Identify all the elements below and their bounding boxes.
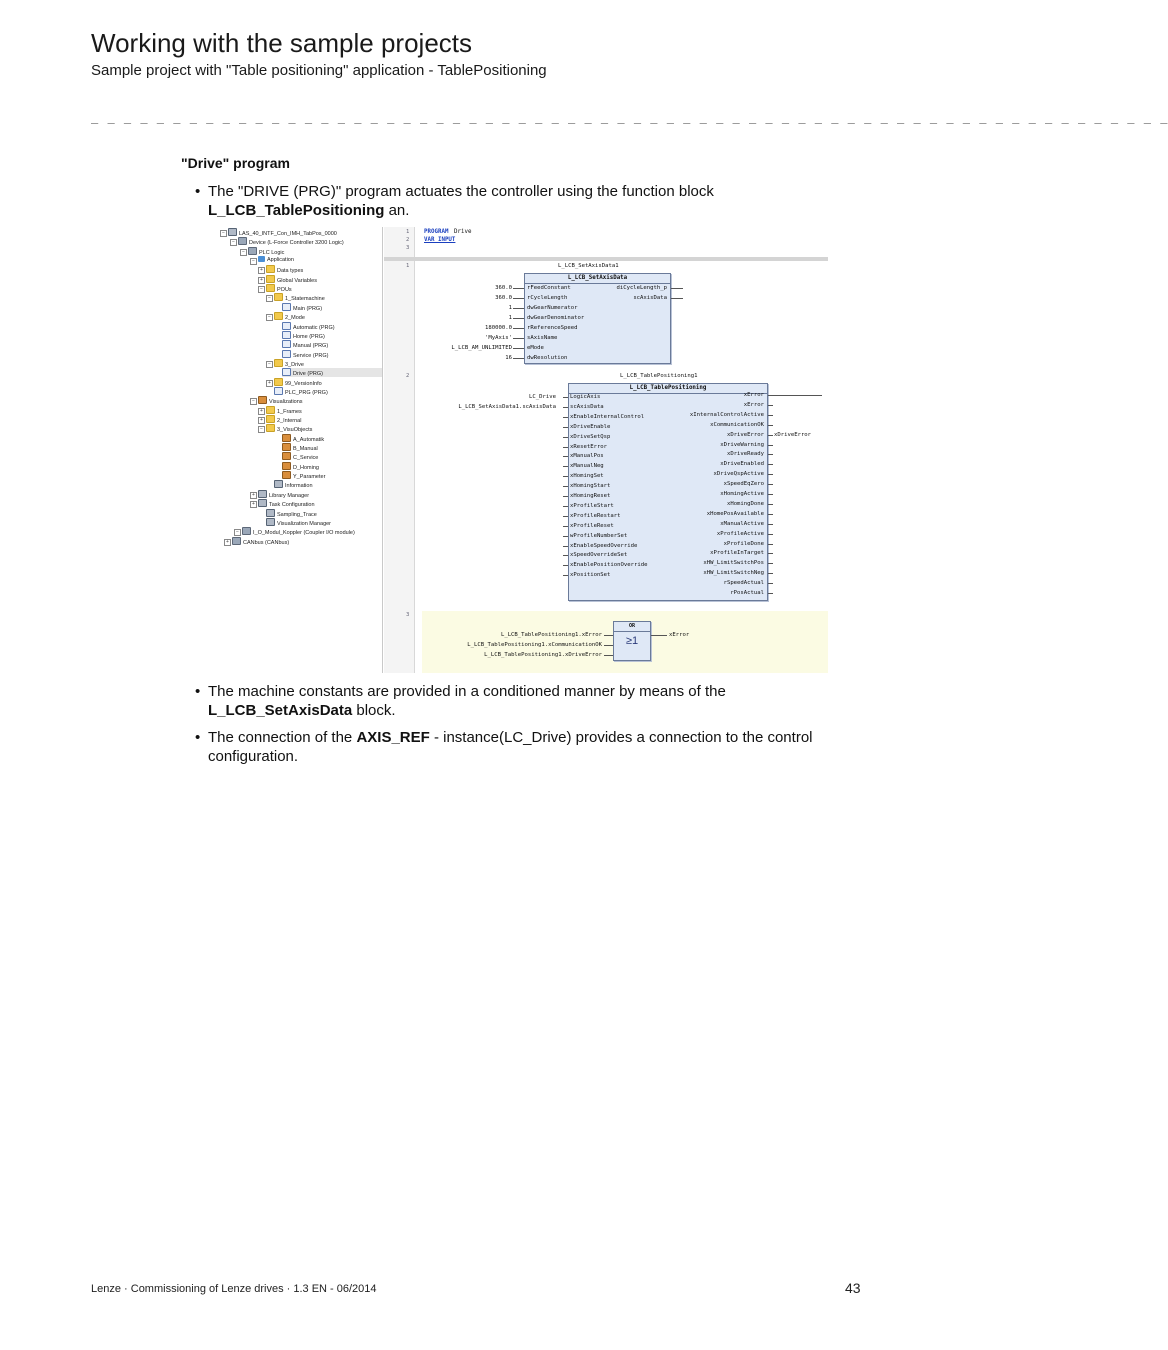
tree-item[interactable] bbox=[274, 293, 325, 302]
tree-item[interactable] bbox=[282, 303, 322, 312]
visualization-icon bbox=[282, 434, 291, 442]
tree-expander-icon[interactable]: − bbox=[234, 529, 241, 536]
or-input-variable[interactable]: L_LCB_TablePositioning1.xCommunicationOK bbox=[467, 642, 602, 648]
wire bbox=[563, 486, 568, 487]
tablepos-input-pin: xHomingStart bbox=[570, 483, 611, 490]
tree-expander-icon[interactable]: − bbox=[220, 230, 227, 237]
cfc-editor bbox=[384, 227, 828, 673]
tree-item[interactable] bbox=[282, 322, 335, 331]
setaxis-input-pin: eMode bbox=[527, 345, 544, 351]
tree-item-label: Information bbox=[285, 483, 313, 490]
pou-icon bbox=[282, 303, 291, 311]
editor-splitter[interactable] bbox=[384, 257, 828, 261]
tablepos-output-pin: xProfileDone bbox=[723, 540, 764, 547]
or-input-variable[interactable]: L_LCB_TablePositioning1.xDriveError bbox=[484, 652, 602, 658]
setaxis-input-pin: dwResolution bbox=[527, 355, 568, 361]
tablepos-input-pin: xEnableSpeedOverride bbox=[570, 542, 638, 549]
tablepos-output-pin: xDriveError bbox=[726, 431, 764, 438]
wire bbox=[563, 397, 568, 398]
tablepos-input-pin: xDriveEnable bbox=[570, 423, 611, 430]
tablepos-output-pin: xCommunicationOK bbox=[710, 421, 764, 428]
tree-item-label: Data types bbox=[277, 268, 304, 275]
tablepos-output-pin: xHW_LimitSwitchPos bbox=[703, 560, 764, 567]
tree-item-label: 3_Drive bbox=[285, 361, 304, 368]
tablepos-output-pin: xProfileInTarget bbox=[710, 550, 764, 557]
tablepos-input-pin: xDriveSetQsp bbox=[570, 433, 611, 440]
wire bbox=[563, 427, 568, 428]
tree-item-label: Sampling_Trace bbox=[277, 511, 317, 518]
wire bbox=[563, 506, 568, 507]
tablepos-output-pin: xError bbox=[743, 401, 764, 408]
tree-item-label: B_Manual bbox=[293, 446, 318, 453]
tree-item[interactable] bbox=[258, 490, 309, 499]
tree-item-label: Main (PRG) bbox=[293, 305, 323, 312]
tablepos-input-pin: xHomingReset bbox=[570, 493, 611, 499]
network-number: 3 bbox=[406, 612, 410, 618]
tablepos-instance-name: L_LCB_TablePositioning1 bbox=[620, 373, 698, 379]
object-icon bbox=[258, 490, 267, 498]
wire bbox=[768, 534, 773, 535]
tree-item-label: PLC_PRG (PRG) bbox=[285, 389, 328, 396]
bullet-2 bbox=[195, 682, 835, 720]
tree-item[interactable] bbox=[266, 509, 317, 518]
wire bbox=[768, 484, 773, 485]
folder-icon bbox=[274, 293, 283, 301]
folder-icon bbox=[274, 378, 283, 386]
tablepos-output-pin: xHomingActive bbox=[720, 491, 764, 497]
setaxis-input-pin: rReferenceSpeed bbox=[527, 325, 578, 331]
keyword-program: PROGRAM bbox=[424, 229, 449, 235]
tree-item[interactable] bbox=[274, 378, 322, 387]
program-name: Drive bbox=[454, 229, 472, 235]
folder-icon bbox=[266, 275, 275, 283]
setaxis-input-pin: sAxisName bbox=[527, 335, 558, 341]
wire bbox=[563, 536, 568, 537]
setaxis-input-pin: dwGearDenominator bbox=[527, 315, 585, 321]
tree-item[interactable] bbox=[282, 331, 325, 340]
network-number: 1 bbox=[406, 263, 410, 269]
object-icon bbox=[248, 247, 257, 255]
tree-item-label: 3_VisuObjects bbox=[277, 427, 313, 434]
wire bbox=[563, 575, 568, 576]
tree-item[interactable] bbox=[282, 340, 328, 349]
visualization-icon bbox=[282, 452, 291, 460]
network-number: 2 bbox=[406, 373, 410, 379]
tablepos-output-pin: xInternalControlActive bbox=[689, 411, 764, 418]
tablepos-input-pin: xEnableInternalControl bbox=[570, 413, 645, 420]
or-block-title: OR bbox=[614, 622, 650, 632]
wire bbox=[768, 553, 773, 554]
tablepos-output-pin: xDriveQspActive bbox=[713, 471, 764, 478]
decl-line-number: 1 bbox=[406, 229, 410, 235]
wire bbox=[513, 338, 524, 339]
tree-item[interactable] bbox=[232, 537, 289, 546]
tree-item-label: I_O_Modul_Koppler (Coupler I/O module) bbox=[253, 530, 355, 537]
wire bbox=[768, 454, 773, 455]
device-tree bbox=[216, 227, 383, 673]
folder-icon bbox=[266, 265, 275, 273]
bullet-dot: • bbox=[195, 183, 201, 200]
tree-item-label: Home (PRG) bbox=[293, 333, 325, 340]
tree-expander-icon[interactable]: + bbox=[250, 501, 257, 508]
tablepos-ext-input[interactable]: L_LCB_SetAxisData1.scAxisData bbox=[458, 403, 556, 410]
wire bbox=[768, 425, 773, 426]
tree-item[interactable] bbox=[266, 424, 312, 433]
visualization-icon bbox=[258, 396, 267, 404]
wire bbox=[563, 546, 568, 547]
wire bbox=[768, 514, 773, 515]
setaxis-block-title: L_LCB_SetAxisData bbox=[525, 274, 670, 284]
tablepos-input-pin: xProfileStart bbox=[570, 502, 614, 509]
page-number: 43 bbox=[845, 1280, 861, 1296]
bullet-1-text: The "DRIVE (PRG)" program actuates the controller using the function block bbox=[208, 183, 714, 200]
keyword-var-input: VAR_INPUT bbox=[424, 237, 456, 243]
tree-item-label: Visualization Manager bbox=[277, 520, 332, 527]
object-icon bbox=[242, 527, 251, 535]
tree-expander-icon[interactable]: + bbox=[258, 417, 265, 424]
tree-item[interactable] bbox=[282, 452, 318, 461]
wire bbox=[563, 476, 568, 477]
bullet-2-text: The machine constants are provided in a conditioned manner by means of the bbox=[208, 683, 726, 700]
or-output-variable[interactable]: xError bbox=[669, 632, 690, 638]
wire bbox=[563, 526, 568, 527]
wire bbox=[768, 573, 773, 574]
bullet-1-post: an. bbox=[384, 202, 410, 219]
tablepos-output-pin: xHW_LimitSwitchNeg bbox=[703, 570, 764, 577]
tree-item[interactable] bbox=[266, 518, 331, 527]
wire bbox=[768, 435, 773, 436]
tablepos-input-pin: scAxisData bbox=[570, 403, 604, 410]
wire bbox=[768, 593, 773, 594]
tree-expander-icon[interactable]: + bbox=[224, 539, 231, 546]
tree-item[interactable] bbox=[248, 247, 284, 256]
wire bbox=[768, 524, 773, 525]
tree-item[interactable] bbox=[282, 350, 328, 359]
setaxis-instance-name: L_LCB_SetAxisData1 bbox=[558, 263, 619, 269]
tree-expander-icon[interactable]: − bbox=[266, 361, 273, 368]
pou-icon bbox=[282, 322, 291, 330]
object-icon bbox=[228, 228, 237, 236]
setaxis-output-pin: scAxisData bbox=[633, 295, 667, 301]
wire bbox=[768, 445, 773, 446]
tree-expander-icon[interactable]: + bbox=[258, 267, 265, 274]
folder-icon bbox=[266, 284, 275, 292]
tree-item-label: Device (L-Force Controller 3200 Logic) bbox=[249, 240, 344, 247]
tree-item-label: D_Homing bbox=[293, 464, 319, 471]
editor-gutter bbox=[384, 227, 415, 673]
wire bbox=[604, 655, 613, 656]
tree-expander-icon[interactable]: − bbox=[250, 398, 257, 405]
tablepos-ext-input[interactable]: LC_Drive bbox=[529, 394, 556, 400]
tablepos-input-pin: xManualNeg bbox=[570, 463, 604, 470]
wire bbox=[671, 288, 683, 289]
wire bbox=[563, 447, 568, 448]
wire bbox=[563, 516, 568, 517]
tablepos-output-pin: xSpeedEqZero bbox=[723, 481, 764, 488]
bullet-3-text: The connection of the bbox=[208, 729, 357, 746]
tablepos-input-pin: wProfileNumberSet bbox=[570, 532, 628, 539]
wire bbox=[768, 464, 773, 465]
application-icon bbox=[258, 256, 265, 262]
tree-item-label: POUs bbox=[277, 287, 292, 294]
tree-expander-icon[interactable]: − bbox=[266, 314, 273, 321]
tree-item[interactable] bbox=[282, 434, 324, 443]
object-icon bbox=[274, 480, 283, 488]
setaxis-input-pin: rCycleLength bbox=[527, 295, 568, 301]
visualization-icon bbox=[282, 462, 291, 470]
tree-item[interactable] bbox=[266, 415, 301, 424]
tablepos-input-pin: xEnablePositionOverride bbox=[570, 562, 648, 569]
bullet-1-bold: L_LCB_TablePositioning bbox=[208, 202, 385, 219]
tree-item[interactable] bbox=[266, 406, 302, 415]
wire bbox=[768, 405, 773, 406]
tree-expander-icon[interactable]: + bbox=[258, 277, 265, 284]
wire bbox=[563, 496, 568, 497]
pou-icon bbox=[282, 340, 291, 348]
tree-expander-icon[interactable]: + bbox=[258, 408, 265, 415]
tree-item-label: Visualizations bbox=[269, 399, 303, 406]
tree-item-label: Automatic (PRG) bbox=[293, 324, 335, 331]
decl-line-number: 3 bbox=[406, 245, 410, 251]
wire bbox=[768, 504, 773, 505]
bullet-2-bold: L_LCB_SetAxisData bbox=[208, 702, 353, 719]
tree-item-label: Drive (PRG) bbox=[293, 371, 323, 378]
wire bbox=[513, 308, 524, 309]
tree-item-label: Y_Parameter bbox=[293, 474, 326, 481]
bullet-2-post: block. bbox=[352, 702, 396, 719]
tree-item[interactable] bbox=[266, 284, 292, 293]
tree-expander-icon[interactable]: + bbox=[250, 492, 257, 499]
tree-item-label: CANbus (CANbus) bbox=[243, 539, 290, 546]
tree-item-label: Application bbox=[267, 257, 294, 264]
header-rule: _ _ _ _ _ _ _ _ _ _ _ _ _ _ _ _ _ _ _ _ _ _ _ _ _ _ _ _ _ _ _ _ _ _ _ _ _ _ _ _ _ _ _ _ _ _ _ _ _ _ _ _ _ _ _ _ _ _ _ _ _ _ _ _ _ _ bbox=[91, 110, 1168, 124]
page-title: Working with the sample projects bbox=[91, 28, 473, 58]
page-subtitle: Sample project with "Table positioning" application - TablePositioning bbox=[91, 62, 547, 79]
wire bbox=[768, 395, 822, 396]
object-icon bbox=[266, 518, 275, 526]
tablepos-output-pin: xManualActive bbox=[720, 520, 764, 527]
pou-icon bbox=[282, 350, 291, 358]
wire bbox=[768, 494, 773, 495]
setaxis-input-pin: dwGearNumerator bbox=[527, 305, 578, 311]
setaxis-input-value[interactable]: 180000.0 bbox=[485, 325, 512, 331]
tree-item-label: 1_Statemachine bbox=[285, 296, 325, 303]
tree-item-label: 2_Mode bbox=[285, 315, 305, 322]
tree-item-label: Global Variables bbox=[277, 277, 317, 284]
wire bbox=[563, 555, 568, 556]
tree-item[interactable] bbox=[274, 387, 328, 396]
wire bbox=[768, 474, 773, 475]
tree-item-label: 2_Internal bbox=[277, 418, 302, 424]
footer-left: Lenze · Commissioning of Lenze drives · 1.3 EN - 06/2014 bbox=[91, 1283, 377, 1295]
pou-icon bbox=[282, 368, 291, 376]
object-icon bbox=[266, 509, 275, 517]
tree-expander-icon[interactable]: − bbox=[250, 258, 257, 265]
tree-item[interactable] bbox=[258, 396, 303, 405]
tablepos-output-pin: xHomePosAvailable bbox=[706, 510, 764, 517]
tree-item[interactable] bbox=[258, 499, 315, 508]
wire bbox=[563, 417, 568, 418]
tablepos-output-pin: xProfileActive bbox=[716, 530, 764, 537]
tree-item[interactable] bbox=[228, 228, 337, 237]
tablepos-output-pin: xHomingDone bbox=[726, 500, 764, 507]
wire bbox=[563, 456, 568, 457]
tree-item[interactable] bbox=[258, 256, 294, 265]
wire bbox=[604, 635, 613, 636]
wire bbox=[513, 358, 524, 359]
setaxis-input-value[interactable]: 16 bbox=[505, 355, 512, 361]
tree-item[interactable] bbox=[266, 275, 317, 284]
tablepos-ext-output[interactable]: xDriveError bbox=[774, 431, 812, 438]
setaxis-input-value[interactable]: 360.0 bbox=[495, 285, 512, 291]
tablepos-input-pin: xPositionSet bbox=[570, 572, 611, 579]
wire bbox=[604, 645, 613, 646]
tree-item[interactable] bbox=[238, 237, 344, 246]
tablepos-input-pin: LogicAxis bbox=[570, 394, 601, 400]
wire bbox=[563, 437, 568, 438]
tree-item[interactable] bbox=[274, 312, 305, 321]
tablepos-input-pin: xResetError bbox=[570, 443, 608, 450]
folder-icon bbox=[266, 424, 275, 432]
tree-item-label: 1_Frames bbox=[277, 408, 302, 415]
pou-icon bbox=[274, 387, 283, 395]
wire bbox=[768, 415, 773, 416]
setaxis-input-value[interactable]: 1 bbox=[508, 305, 512, 311]
folder-icon bbox=[266, 406, 275, 414]
tree-item[interactable] bbox=[282, 462, 319, 471]
tree-expander-icon[interactable]: − bbox=[258, 286, 265, 293]
setaxis-output-pin: diCycleLength_p bbox=[616, 285, 667, 291]
tablepos-output-pin: xDriveReady bbox=[726, 451, 764, 458]
pou-icon bbox=[282, 331, 291, 339]
or-symbol: ≥1 bbox=[625, 635, 639, 647]
tablepos-input-pin: xProfileRestart bbox=[570, 512, 621, 519]
setaxis-input-value[interactable]: 'MyAxis' bbox=[485, 335, 512, 341]
wire bbox=[513, 318, 524, 319]
setaxis-input-pin: rFeedConstant bbox=[527, 285, 571, 291]
object-icon bbox=[258, 499, 267, 507]
tablepos-input-pin: xHomingSet bbox=[570, 473, 604, 480]
tree-item[interactable] bbox=[274, 480, 313, 489]
tree-expander-icon[interactable]: − bbox=[258, 426, 265, 433]
wire bbox=[513, 298, 524, 299]
tree-item-label: Library Manager bbox=[269, 492, 310, 499]
tree-item-label: C_Service bbox=[293, 455, 319, 462]
tree-item[interactable] bbox=[242, 527, 355, 536]
tree-item[interactable] bbox=[282, 368, 382, 377]
tree-item-label: Task Configuration bbox=[269, 502, 315, 509]
bullet-dot: • bbox=[195, 729, 201, 746]
wire bbox=[651, 635, 667, 636]
tree-expander-icon[interactable]: − bbox=[266, 295, 273, 302]
wire bbox=[768, 583, 773, 584]
wire bbox=[563, 407, 568, 408]
wire bbox=[513, 288, 524, 289]
wire bbox=[768, 544, 773, 545]
visualization-icon bbox=[282, 471, 291, 479]
bullet-1 bbox=[195, 182, 835, 220]
folder-icon bbox=[274, 312, 283, 320]
tree-expander-icon[interactable]: − bbox=[240, 249, 247, 256]
tablepos-output-pin: xDriveEnabled bbox=[720, 461, 764, 468]
folder-icon bbox=[274, 359, 283, 367]
tree-item-label: Manual (PRG) bbox=[293, 343, 329, 350]
tree-item-label: Service (PRG) bbox=[293, 352, 329, 359]
tree-expander-icon[interactable]: − bbox=[230, 239, 237, 246]
setaxis-input-value[interactable]: L_LCB_AM_UNLIMITED bbox=[451, 345, 512, 351]
tree-item-label: PLC Logic bbox=[259, 249, 285, 256]
tree-item[interactable] bbox=[282, 443, 318, 452]
wire bbox=[768, 563, 773, 564]
object-icon bbox=[238, 237, 247, 245]
visualization-icon bbox=[282, 443, 291, 451]
wire bbox=[513, 328, 524, 329]
tablepos-output-pin: rSpeedActual bbox=[723, 580, 764, 587]
setaxis-input-value[interactable]: 1 bbox=[508, 315, 512, 321]
codesys-screenshot bbox=[216, 227, 828, 673]
tree-item-label: A_Automatik bbox=[293, 436, 325, 443]
bullet-3-post: - instance(LC_Drive) provides a connection to the control configuration. bbox=[208, 729, 813, 765]
bullet-3 bbox=[195, 728, 835, 766]
tree-item-label: LAS_40_INTF_Con_IMH_TabPos_0000 bbox=[239, 231, 337, 237]
tablepos-block-title: L_LCB_TablePositioning bbox=[569, 384, 767, 394]
tablepos-input-pin: xProfileReset bbox=[570, 522, 614, 529]
object-icon bbox=[232, 537, 241, 545]
wire bbox=[563, 565, 568, 566]
tablepos-input-pin: xSpeedOverrideSet bbox=[570, 552, 628, 559]
tablepos-output-pin: xError bbox=[743, 392, 764, 398]
wire bbox=[513, 348, 524, 349]
tablepos-output-pin: rPosActual bbox=[730, 590, 764, 596]
wire bbox=[563, 466, 568, 467]
decl-line-number: 2 bbox=[406, 237, 410, 243]
tablepos-output-pin: xDriveWarning bbox=[720, 441, 764, 448]
tree-item[interactable] bbox=[282, 471, 325, 480]
tree-expander-icon[interactable]: + bbox=[266, 380, 273, 387]
setaxis-input-value[interactable]: 360.0 bbox=[495, 295, 512, 301]
tree-item-label: 99_VersionInfo bbox=[285, 380, 322, 387]
or-input-variable[interactable]: L_LCB_TablePositioning1.xError bbox=[500, 632, 602, 638]
section-heading: "Drive" program bbox=[181, 155, 290, 171]
bullet-3-bold: AXIS_REF bbox=[356, 729, 430, 746]
tree-item[interactable] bbox=[274, 359, 304, 368]
folder-icon bbox=[266, 415, 275, 423]
or-block[interactable] bbox=[613, 621, 651, 661]
tablepos-input-pin: xManualPos bbox=[570, 453, 604, 460]
wire bbox=[671, 298, 683, 299]
bullet-dot: • bbox=[195, 683, 201, 700]
tree-item[interactable] bbox=[266, 265, 303, 274]
